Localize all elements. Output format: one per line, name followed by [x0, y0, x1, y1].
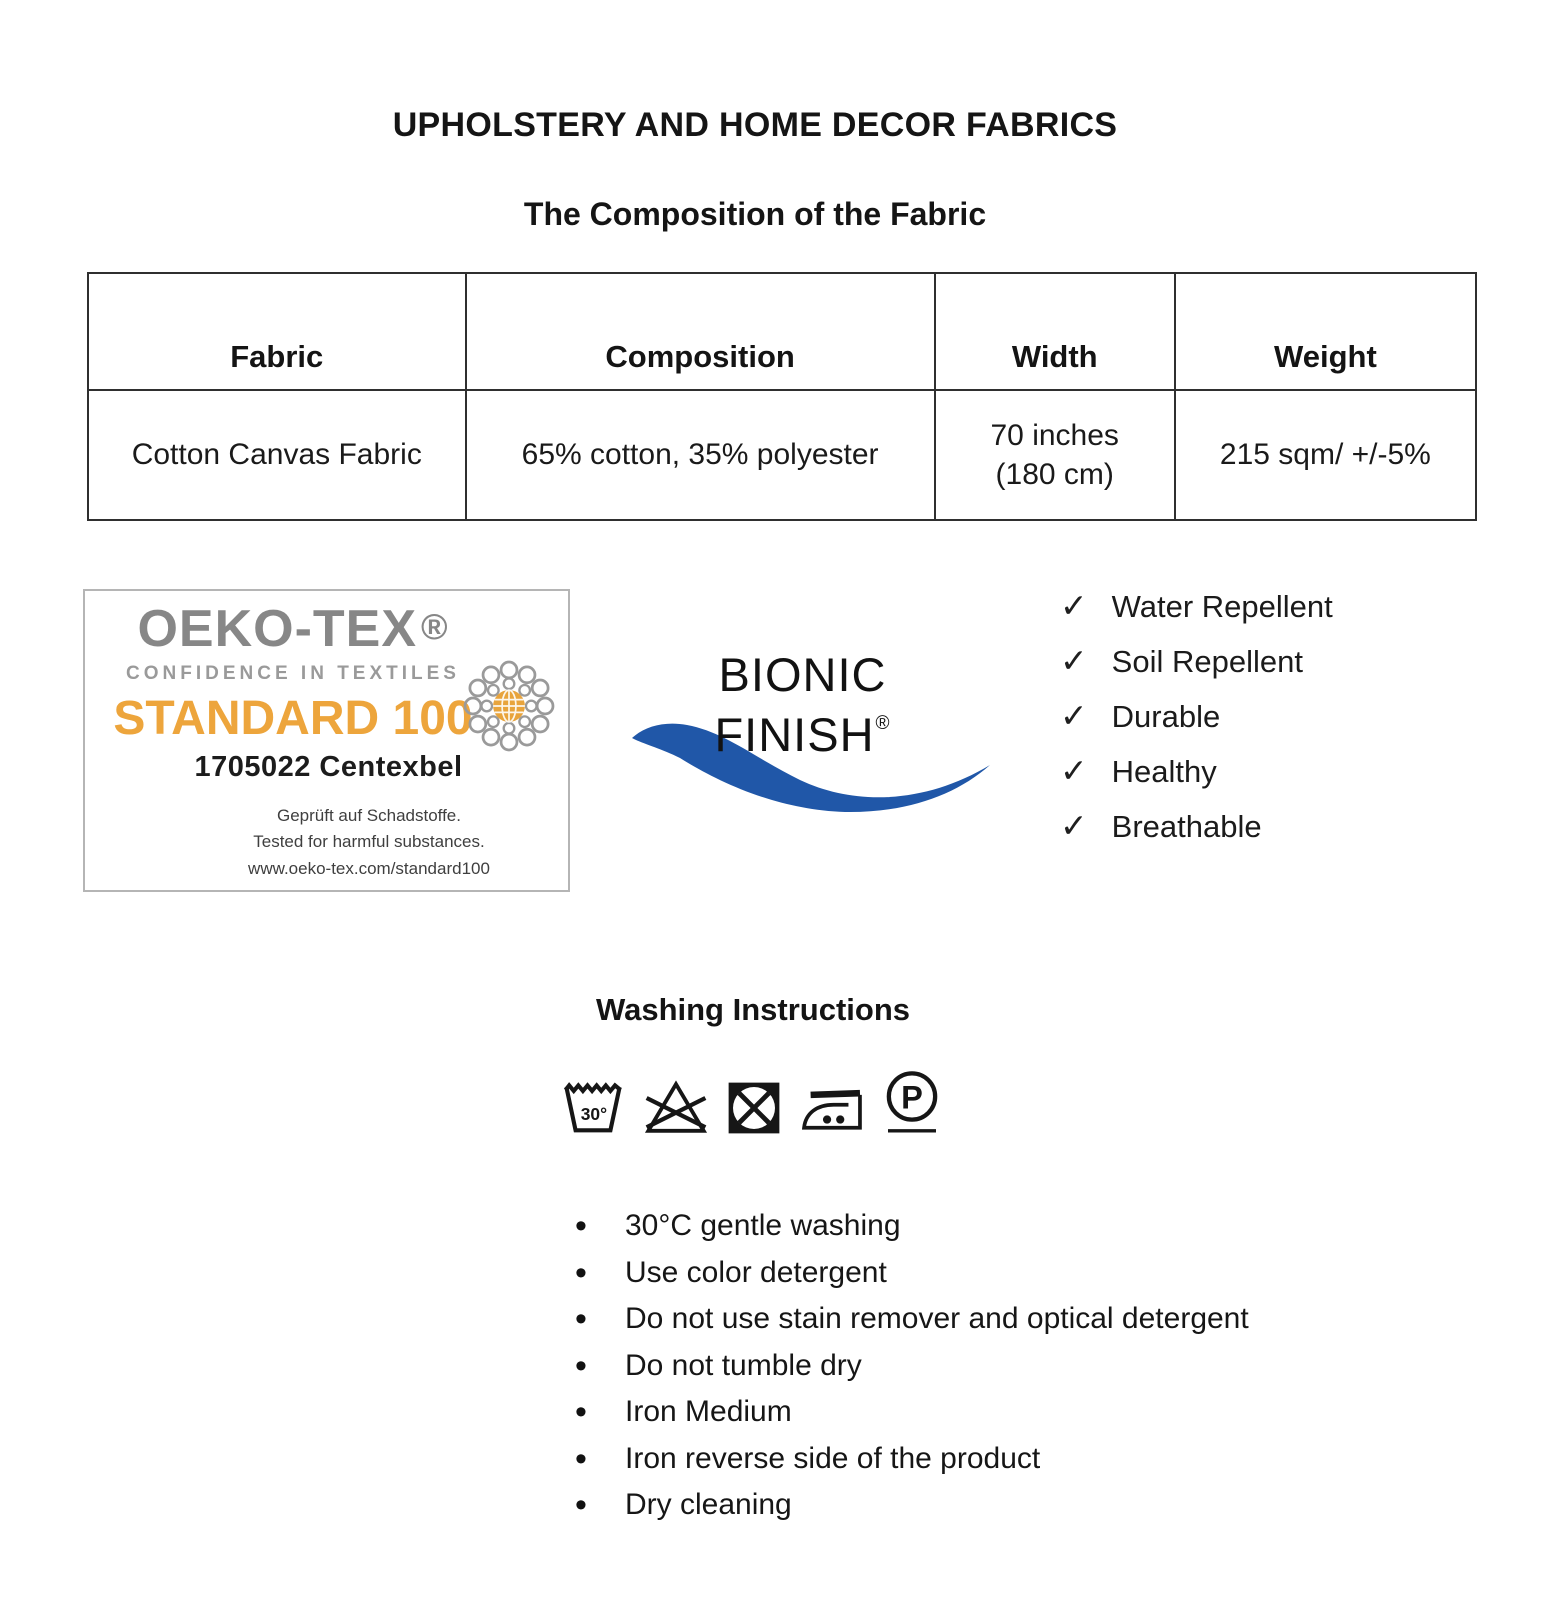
- bullet-item: • Dry cleaning: [575, 1482, 1505, 1529]
- oeko-tex-tagline: CONFIDENCE IN TEXTILES: [126, 663, 460, 684]
- do-not-bleach-icon: [643, 1079, 709, 1136]
- page-title: UPHOLSTERY AND HOME DECOR FABRICS: [392, 106, 1118, 144]
- note-url: www.oeko-tex.com/standard100: [248, 858, 490, 878]
- care-symbols-row: [560, 1068, 942, 1136]
- feature-list: [1060, 588, 1333, 863]
- registered-mark: ®: [421, 606, 449, 647]
- bionic-finish-wordmark: [695, 650, 910, 759]
- section-title-composition: The Composition of the Fabric: [523, 196, 987, 232]
- iron-medium-icon: [799, 1085, 865, 1136]
- cell-composition: 65% cotton, 35% polyester: [466, 390, 935, 520]
- note-english: Tested for harmful substances.: [253, 832, 485, 852]
- col-header-fabric: Fabric: [88, 273, 466, 390]
- oeko-tex-notes: [170, 803, 568, 882]
- bullet-item: • Do not tumble dry: [575, 1343, 1505, 1390]
- col-header-width: Width: [935, 273, 1175, 390]
- oeko-tex-wordmark: OEKO-TEX: [137, 600, 418, 658]
- col-header-weight: Weight: [1175, 273, 1476, 390]
- dry-clean-p-icon: [882, 1069, 942, 1136]
- do-not-tumble-dry-icon: [726, 1080, 782, 1136]
- svg-text:30°: 30°: [580, 1104, 608, 1125]
- bionic-finish-logo: [605, 648, 1000, 818]
- finish-line: FINISH: [714, 708, 875, 761]
- feature-item: ✓ Healthy: [1060, 752, 1217, 789]
- oeko-tex-brand: [93, 599, 493, 659]
- wash-30-icon: [560, 1077, 626, 1136]
- checkmark-icon: ✓: [1060, 752, 1088, 789]
- width-line-1: 70 inches: [990, 419, 1119, 452]
- cell-fabric: Cotton Canvas Fabric: [88, 390, 466, 520]
- feature-item: ✓ Water Repellent: [1060, 587, 1333, 624]
- bionic-line: BIONIC: [718, 648, 887, 701]
- cell-weight: 215 sqm/ +/-5%: [1175, 390, 1476, 520]
- table-row: [88, 390, 1476, 520]
- bullet-item: • Iron reverse side of the product: [575, 1436, 1505, 1483]
- bullet-item: • Do not use stain remover and optical detergent: [575, 1296, 1505, 1343]
- registered-mark: ®: [875, 713, 891, 734]
- composition-table: [87, 272, 1477, 521]
- col-header-composition: Composition: [466, 273, 935, 390]
- svg-text:P: P: [901, 1079, 923, 1116]
- feature-item: ✓ Durable: [1060, 697, 1221, 734]
- oeko-tex-certificate-number: 1705022 Centexbel: [194, 751, 463, 783]
- oeko-tex-emblem-icon: [456, 653, 562, 759]
- width-line-2: (180 cm): [995, 458, 1114, 491]
- washing-bullet-list: [575, 1203, 1505, 1529]
- checkmark-icon: ✓: [1060, 587, 1088, 624]
- bullet-item: • Use color detergent: [575, 1250, 1505, 1297]
- cell-width: [935, 390, 1175, 520]
- bullet-item: • 30°C gentle washing: [575, 1203, 1505, 1250]
- washing-instructions-title: Washing Instructions: [595, 992, 911, 1027]
- feature-item: ✓ Breathable: [1060, 807, 1262, 844]
- oeko-tex-certificate: [83, 589, 570, 892]
- oeko-tex-standard-100: STANDARD 100: [113, 692, 473, 745]
- checkmark-icon: ✓: [1060, 697, 1088, 734]
- bullet-item: • Iron Medium: [575, 1389, 1505, 1436]
- checkmark-icon: ✓: [1060, 642, 1088, 679]
- feature-item: ✓ Soil Repellent: [1060, 642, 1303, 679]
- checkmark-icon: ✓: [1060, 807, 1088, 844]
- note-german: Geprüft auf Schadstoffe.: [277, 806, 461, 825]
- table-header-row: [88, 273, 1476, 390]
